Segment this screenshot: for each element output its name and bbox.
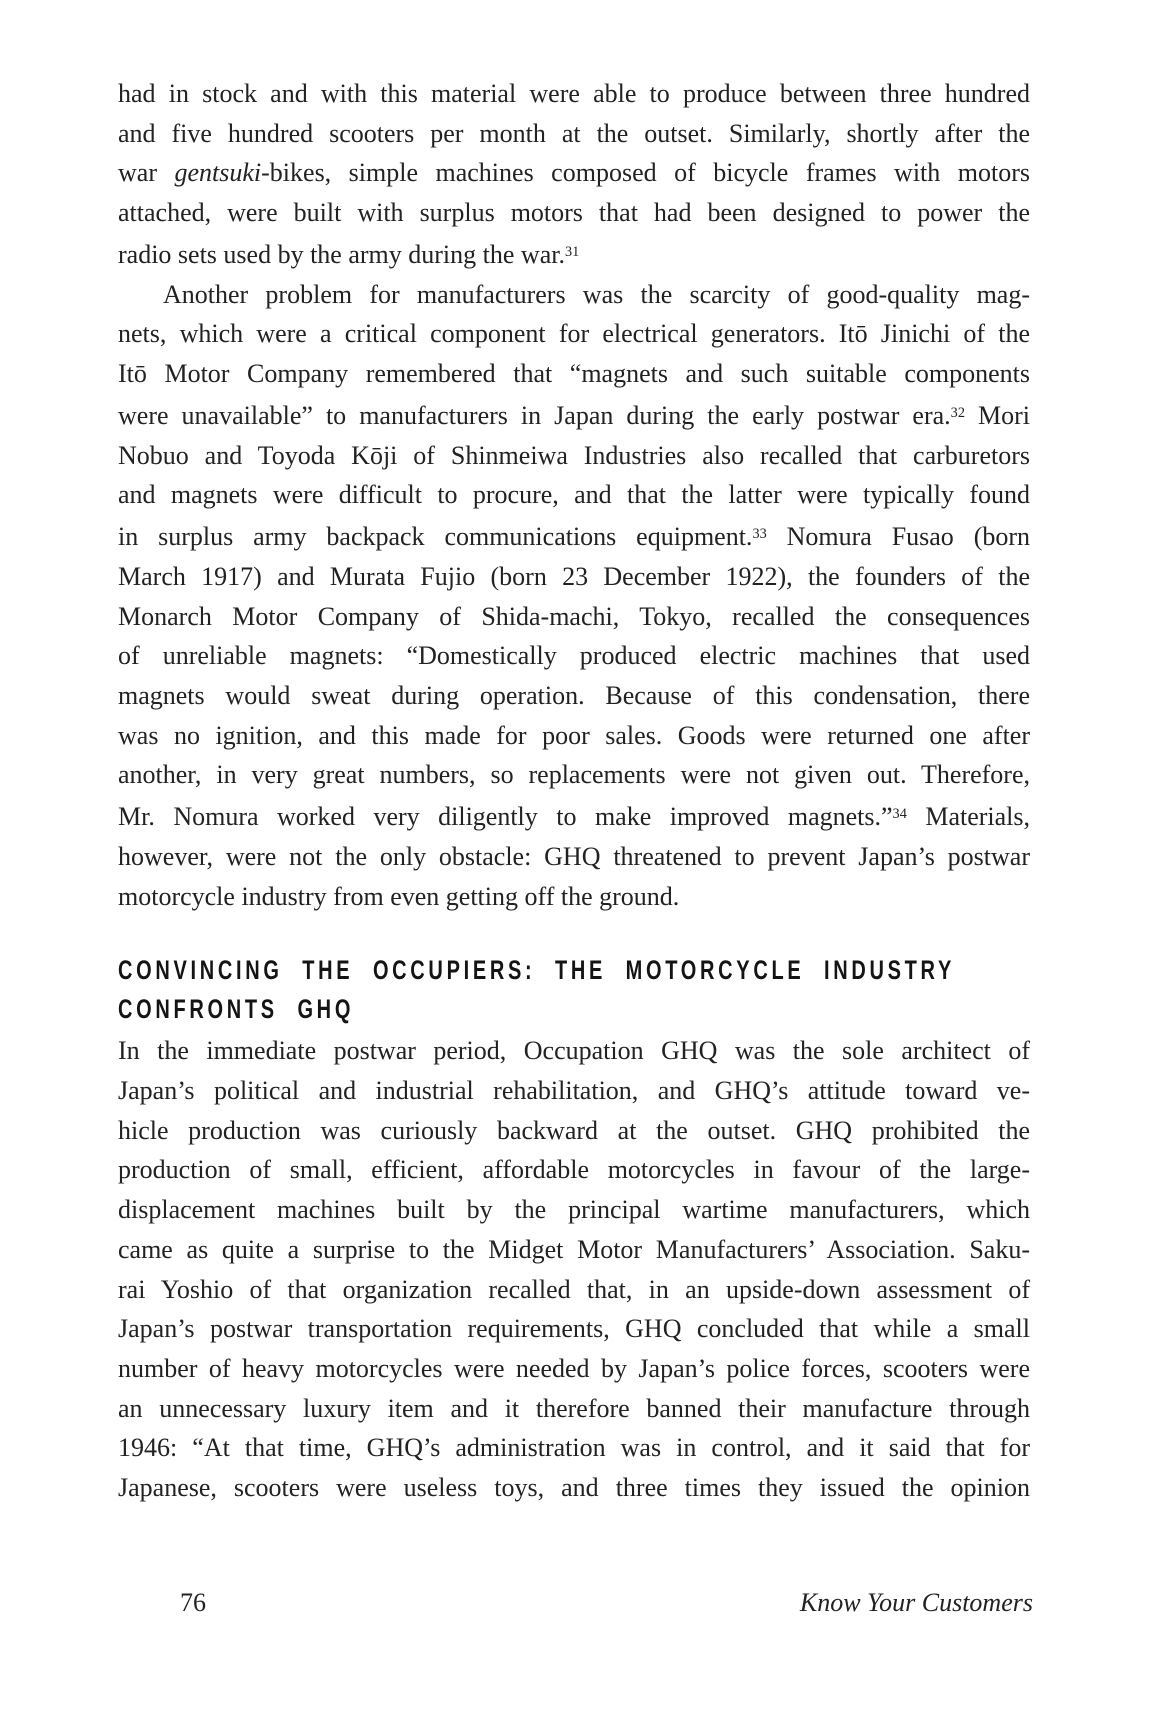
paragraph xyxy=(118,1031,1030,1507)
text-run: of unreliable magnets: “Domestically produced electric machines that used xyxy=(118,641,1030,671)
text-run: Mr. Nomura worked very diligently to make improved magnets.” xyxy=(118,802,893,832)
text-run: war xyxy=(118,158,175,188)
text-run: radio sets used by the army during the war. xyxy=(118,239,565,269)
text-line xyxy=(118,597,1030,637)
text-line xyxy=(118,1389,1030,1429)
section-heading-text: CONFRONTS GHQ xyxy=(118,994,355,1025)
text-run: were unavailable” to manufacturers in Japan during the early postwar era. xyxy=(118,400,951,430)
text-run: Materials, xyxy=(906,802,1031,832)
text-line xyxy=(118,716,1030,756)
text-line xyxy=(118,837,1030,877)
section-heading-text: CONVINCING THE OCCUPIERS: THE MOTORCYCLE INDUSTRY xyxy=(118,955,955,986)
text-run: motorcycle industry from even getting off the ground. xyxy=(118,881,680,911)
text-line xyxy=(118,74,1030,114)
text-line xyxy=(118,795,1030,837)
text-run: Nobuo and Toyoda Kōji of Shinmeiwa Industries also recalled that carburetors xyxy=(118,440,1030,470)
text-run: was no ignition, and this made for poor sales. Goods were returned one after xyxy=(118,720,1030,750)
text-line xyxy=(118,153,1030,193)
text-line xyxy=(118,354,1030,394)
text-run: came as quite a surprise to the Midget Motor Manufacturers’ Association. Saku- xyxy=(118,1234,1030,1264)
text-line xyxy=(118,1428,1030,1468)
text-line xyxy=(118,1349,1030,1389)
text-line xyxy=(118,1071,1030,1111)
text-run: Another problem for manufacturers was the scarcity of good-quality mag- xyxy=(163,279,1030,309)
section-heading-line xyxy=(118,990,1030,1029)
text-line xyxy=(118,475,1030,515)
text-line xyxy=(118,877,1030,917)
text-line xyxy=(118,676,1030,716)
text-run: however, were not the only obstacle: GHQ threatened to prevent Japan’s postwar xyxy=(118,841,1030,871)
text-line xyxy=(118,1190,1030,1230)
page-number: 76 xyxy=(180,1588,206,1617)
text-run: magnets would sweat during operation. Because of this condensation, there xyxy=(118,680,1030,710)
text-run: rai Yoshio of that organization recalled that, in an upside-down assessment of xyxy=(118,1274,1030,1304)
text-line xyxy=(118,1468,1030,1508)
text-run: production of small, efficient, affordable motorcycles in favour of the large- xyxy=(118,1155,1030,1185)
text-line xyxy=(118,233,1030,275)
text-line xyxy=(118,1230,1030,1270)
text-run: and magnets were difficult to procure, and that the latter were typically found xyxy=(118,480,1030,510)
text-line xyxy=(118,436,1030,476)
text-run: Mori xyxy=(964,400,1030,430)
text-line xyxy=(118,114,1030,154)
section-heading-line xyxy=(118,951,1030,990)
text-line xyxy=(118,193,1030,233)
italic-term: gentsuki xyxy=(174,158,262,188)
text-run: 1946: “At that time, GHQ’s administration was in control, and it said that for xyxy=(118,1433,1030,1463)
text-run: Nomura Fusao (born xyxy=(766,522,1031,552)
text-line xyxy=(118,755,1030,795)
text-line xyxy=(118,636,1030,676)
text-run: and five hundred scooters per month at the outset. Similarly, shortly after the xyxy=(118,118,1030,148)
paragraph xyxy=(118,74,1030,275)
text-line xyxy=(118,557,1030,597)
text-run: Japanese, scooters were useless toys, and three times they issued the opinion xyxy=(118,1473,1030,1503)
footnote-reference: 32 xyxy=(950,404,965,421)
text-line xyxy=(118,1309,1030,1349)
text-run: -bikes, simple machines composed of bicycle frames with motors xyxy=(261,158,1031,188)
text-run: an unnecessary luxury item and it therefore banned their manufacture through xyxy=(118,1393,1030,1423)
section-heading xyxy=(118,951,1030,1029)
text-run: nets, which were a critical component for electrical generators. Itō Jinichi of the xyxy=(118,319,1030,349)
text-line xyxy=(118,1111,1030,1151)
text-run: displacement machines built by the principal wartime manufacturers, which xyxy=(118,1195,1030,1225)
text-run: In the immediate postwar period, Occupation GHQ was the sole architect of xyxy=(118,1036,1030,1066)
footnote-reference: 31 xyxy=(564,243,580,260)
text-run: hicle production was curiously backward at the outset. GHQ prohibited the xyxy=(118,1115,1030,1145)
text-line xyxy=(118,1150,1030,1190)
text-line xyxy=(118,515,1030,557)
text-run: Monarch Motor Company of Shida-machi, Tokyo, recalled the consequences xyxy=(118,601,1030,631)
text-run: number of heavy motorcycles were needed by Japan’s police forces, scooters were xyxy=(118,1353,1030,1383)
text-block xyxy=(118,74,1030,1508)
footnote-reference: 33 xyxy=(752,526,767,543)
text-run: March 1917) and Murata Fujio (born 23 December 1922), the founders of the xyxy=(118,561,1030,591)
footnote-reference: 34 xyxy=(892,806,907,823)
text-line xyxy=(118,394,1030,436)
paragraph xyxy=(118,275,1030,917)
text-line xyxy=(118,314,1030,354)
text-run: attached, were built with surplus motors that had been designed to power the xyxy=(118,198,1030,228)
text-run: Itō Motor Company remembered that “magnets and such suitable components xyxy=(118,359,1030,389)
text-run: Japan’s postwar transportation requirements, GHQ concluded that while a small xyxy=(118,1314,1030,1344)
text-run: had in stock and with this material were able to produce between three hundred xyxy=(118,79,1030,108)
text-run: another, in very great numbers, so replacements were not given out. Therefore, xyxy=(118,760,1030,790)
text-run: Japan’s political and industrial rehabilitation, and GHQ’s attitude toward ve- xyxy=(118,1076,1030,1106)
running-title: Know Your Customers xyxy=(799,1588,1033,1617)
text-line xyxy=(118,275,1030,315)
text-run: in surplus army backpack communications equipment. xyxy=(118,522,753,552)
text-line xyxy=(118,1031,1030,1071)
text-line xyxy=(118,1270,1030,1310)
